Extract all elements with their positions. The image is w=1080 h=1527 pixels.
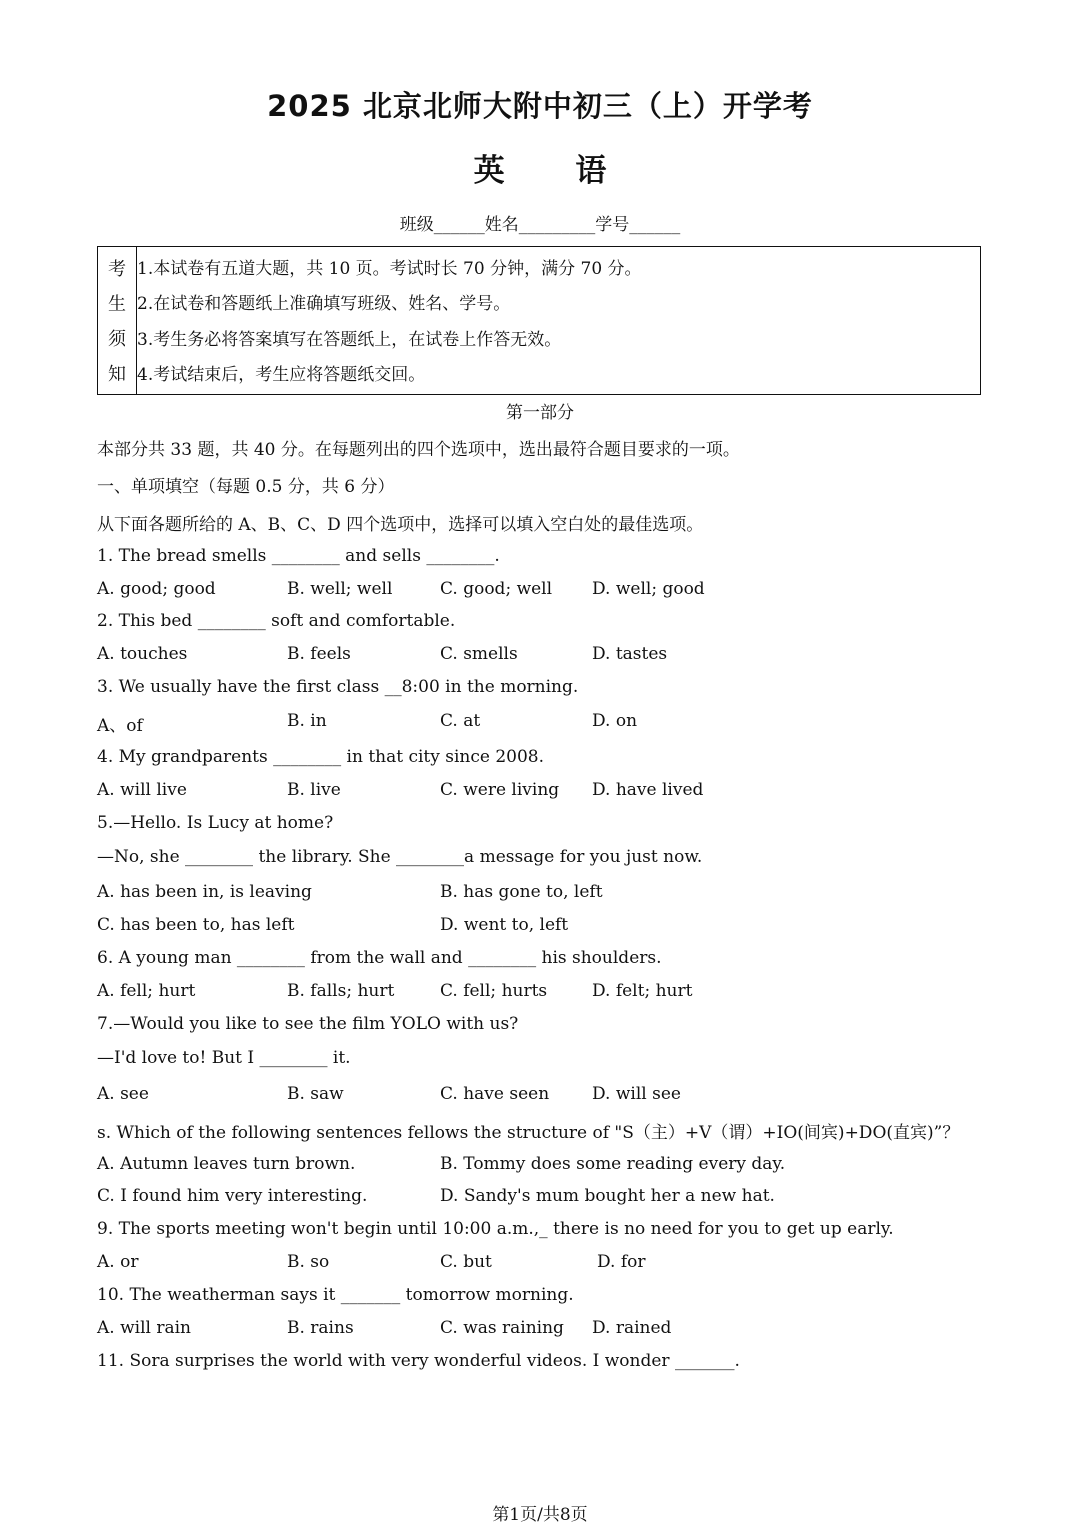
notice-heading — [98, 247, 137, 394]
option-d[interactable]: D. have lived — [592, 780, 704, 800]
section-heading: 一、单项填空（每题 0.5 分，共 6 分） — [97, 477, 395, 497]
question-stem: 6. A young man ________ from the wall and ________ his shoulders. — [97, 948, 662, 968]
option-b[interactable]: B. in — [287, 711, 327, 731]
option-c[interactable]: C. smells — [440, 644, 518, 664]
notice-heading-char: 生 — [108, 294, 126, 316]
notice-heading-char: 考 — [108, 259, 126, 281]
option-d[interactable]: D. rained — [592, 1318, 672, 1338]
exam-notice-box — [97, 246, 981, 395]
option-b[interactable]: B. rains — [287, 1318, 354, 1338]
option-a[interactable]: A. see — [97, 1084, 149, 1104]
notice-item: 3.考生务必将答案填写在答题纸上，在试卷上作答无效。 — [137, 329, 562, 350]
question-stem: 11. Sora surprises the world with very wonderful videos. I wonder _______. — [97, 1351, 740, 1371]
exam-title: 2025 北京北师大附中初三（上）开学考 — [267, 89, 813, 123]
notice-items — [137, 247, 980, 394]
option-a[interactable]: A. will rain — [97, 1318, 191, 1338]
option-a[interactable]: A. has been in, is leaving — [97, 882, 312, 902]
question-stem: s. Which of the following sentences fellows the structure of "S（主）+V（谓）+IO(间宾)+DO(直宾)”？ — [97, 1123, 960, 1143]
option-c[interactable]: C. I found him very interesting. — [97, 1186, 368, 1206]
part-title: 第一部分 — [506, 403, 574, 423]
option-c[interactable]: C. was raining — [440, 1318, 564, 1338]
option-d[interactable]: D. well; good — [592, 579, 705, 599]
option-b[interactable]: B. Tommy does some reading every day. — [440, 1154, 786, 1174]
option-d[interactable]: D. on — [592, 711, 638, 731]
option-d[interactable]: D. for — [597, 1252, 646, 1272]
notice-item: 2.在试卷和答题纸上准确填写班级、姓名、学号。 — [137, 294, 511, 315]
option-d[interactable]: D. tastes — [592, 644, 668, 664]
question-stem: 9. The sports meeting won't begin until 10:00 a.m.,_ there is no need for you to get up early. — [97, 1219, 894, 1239]
subject-title: 英 语 — [473, 153, 607, 189]
option-b[interactable]: B. live — [287, 780, 341, 800]
question-stem: 2. This bed ________ soft and comfortable. — [97, 611, 456, 631]
option-c[interactable]: C. have seen — [440, 1084, 550, 1104]
question-stem: 7.—Would you like to see the film YOLO with us? — [97, 1014, 519, 1034]
option-b[interactable]: B. so — [287, 1252, 330, 1272]
option-b[interactable]: B. has gone to, left — [440, 882, 603, 902]
question-stem: 10. The weatherman says it _______ tomorrow morning. — [97, 1285, 574, 1305]
option-a[interactable]: A. fell; hurt — [97, 981, 196, 1001]
option-b[interactable]: B. falls; hurt — [287, 981, 395, 1001]
student-info-line: 班级______姓名_________学号______ — [399, 215, 681, 235]
part-intro: 本部分共 33 题，共 40 分。在每题列出的四个选项中，选出最符合题目要求的一项。 — [97, 440, 740, 460]
option-a[interactable]: A. will live — [97, 780, 187, 800]
question-stem: 3. We usually have the first class __8:00 in the morning. — [97, 677, 579, 697]
notice-heading-char: 知 — [108, 363, 126, 385]
option-a[interactable]: A、of — [97, 716, 143, 736]
option-a[interactable]: A. touches — [97, 644, 188, 664]
option-a[interactable]: A. Autumn leaves turn brown. — [97, 1154, 356, 1174]
option-d[interactable]: D. will see — [592, 1084, 681, 1104]
option-d[interactable]: D. went to, left — [440, 915, 569, 935]
question-stem: 4. My grandparents ________ in that city since 2008. — [97, 747, 545, 767]
section-instruction: 从下面各题所给的 A、B、C、D 四个选项中，选择可以填入空白处的最佳选项。 — [97, 515, 704, 535]
notice-item: 4.考试结束后，考生应将答题纸交回。 — [137, 364, 426, 385]
option-b[interactable]: B. saw — [287, 1084, 344, 1104]
option-b[interactable]: B. feels — [287, 644, 351, 664]
option-b[interactable]: B. well; well — [287, 579, 393, 599]
option-c[interactable]: C. fell; hurts — [440, 981, 548, 1001]
question-stem: 1. The bread smells ________ and sells ________. — [97, 546, 500, 566]
page-number: 第1页/共8页 — [492, 1505, 588, 1525]
question-stem: 5.—Hello. Is Lucy at home? — [97, 813, 334, 833]
option-c[interactable]: C. has been to, has left — [97, 915, 295, 935]
notice-heading-char: 须 — [108, 328, 126, 350]
option-a[interactable]: A. or — [97, 1252, 139, 1272]
question-stem-line2: —No, she ________ the library. She ________a message for you just now. — [97, 847, 703, 867]
notice-item: 1.本试卷有五道大题，共 10 页。考试时长 70 分钟，满分 70 分。 — [137, 259, 642, 280]
question-stem-line2: —I'd love to! But I ________ it. — [97, 1048, 351, 1068]
option-c[interactable]: C. good; well — [440, 579, 553, 599]
option-d[interactable]: D. felt; hurt — [592, 981, 693, 1001]
option-c[interactable]: C. but — [440, 1252, 492, 1272]
option-d[interactable]: D. Sandy's mum bought her a new hat. — [440, 1186, 775, 1206]
option-c[interactable]: C. were living — [440, 780, 560, 800]
option-a[interactable]: A. good; good — [97, 579, 216, 599]
option-c[interactable]: C. at — [440, 711, 481, 731]
